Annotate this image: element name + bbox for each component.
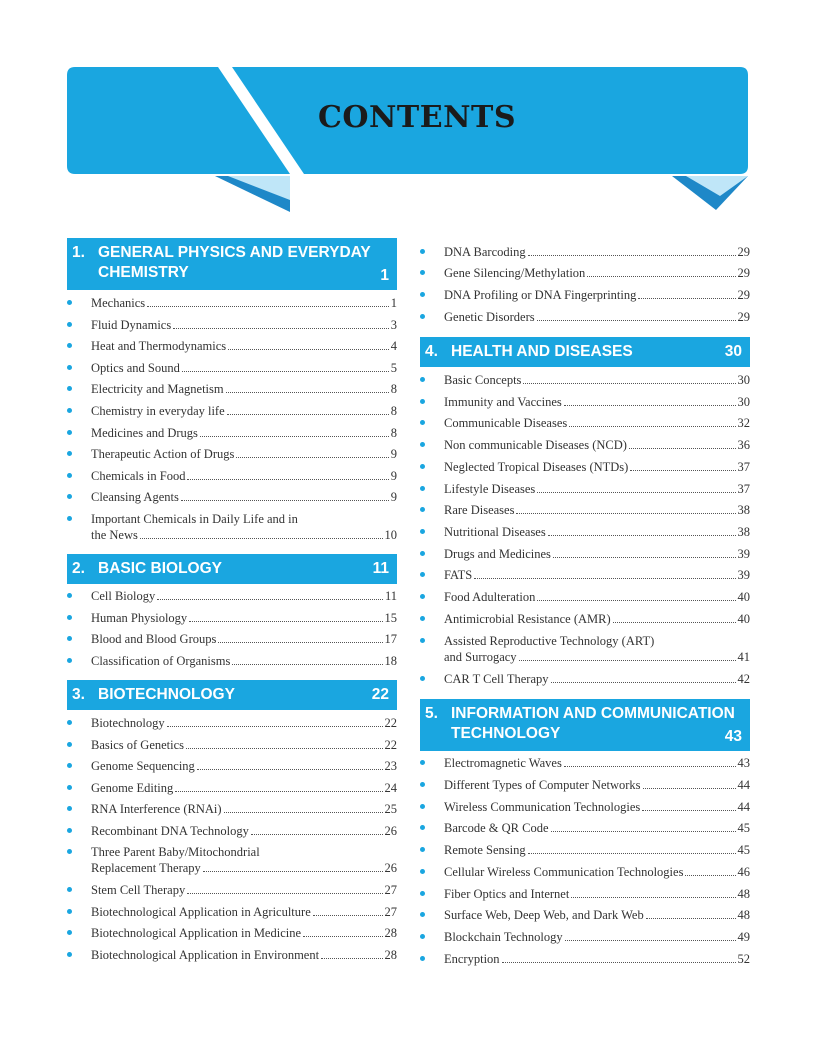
entry-label: Mechanics <box>91 296 146 310</box>
entry-label: Genetic Disorders <box>444 310 535 324</box>
section-header-2[interactable] <box>67 554 397 584</box>
leader-dots <box>643 788 736 789</box>
entry-page: 18 <box>384 654 397 668</box>
entry-page: 11 <box>384 589 397 603</box>
bullet-icon <box>420 507 425 512</box>
toc-entry[interactable] <box>67 947 397 963</box>
toc-entry[interactable] <box>67 317 397 333</box>
entry-label: CAR T Cell Therapy <box>444 672 549 686</box>
toc-entry[interactable] <box>67 780 397 796</box>
bullet-icon <box>67 430 72 435</box>
toc-entry[interactable] <box>67 610 397 626</box>
entry-page: 41 <box>737 650 750 664</box>
entry-label: Chemicals in Food <box>91 469 186 483</box>
section-page: 43 <box>724 728 742 745</box>
entry-page: 39 <box>737 547 750 561</box>
bullet-icon <box>420 847 425 852</box>
toc-entry[interactable] <box>67 823 397 839</box>
entry-page: 15 <box>384 611 397 625</box>
bullet-icon <box>67 451 72 456</box>
entry-page: 9 <box>390 490 397 504</box>
leader-dots <box>203 871 383 872</box>
leader-dots <box>564 405 736 406</box>
entry-page: 4 <box>390 339 397 353</box>
entry-page: 45 <box>737 821 750 835</box>
entry-label: Immunity and Vaccines <box>444 395 562 409</box>
entry-page: 40 <box>737 612 750 626</box>
leader-dots <box>537 492 735 493</box>
entry-label-line1: Important Chemicals in Daily Life and in <box>91 512 298 526</box>
entry-page: 32 <box>737 416 750 430</box>
leader-dots <box>502 962 736 963</box>
toc-entry[interactable] <box>67 653 397 669</box>
entry-label: Non communicable Diseases (NCD) <box>444 438 627 452</box>
entry-label: Optics and Sound <box>91 361 180 375</box>
section-page: 11 <box>372 560 389 577</box>
entry-page: 29 <box>737 266 750 280</box>
entry-page: 44 <box>737 778 750 792</box>
entry-page: 23 <box>384 759 397 773</box>
toc-entry[interactable] <box>420 929 750 945</box>
toc-entry[interactable] <box>420 633 750 665</box>
entry-label: Nutritional Diseases <box>444 525 546 539</box>
bullet-icon <box>420 249 425 254</box>
entry-label: Blockchain Technology <box>444 930 563 944</box>
entry-page: 44 <box>737 800 750 814</box>
bullet-icon <box>67 909 72 914</box>
bullet-icon <box>67 887 72 892</box>
entry-page: 26 <box>384 861 397 875</box>
bullet-icon <box>420 760 425 765</box>
toc-entry[interactable] <box>67 425 397 441</box>
bullet-icon <box>67 849 72 854</box>
bullet-icon <box>67 742 72 747</box>
section-page: 1 <box>380 267 389 284</box>
leader-dots <box>646 918 736 919</box>
leader-dots <box>147 306 389 307</box>
entry-page: 1 <box>390 296 397 310</box>
toc-entry[interactable] <box>67 631 397 647</box>
entry-page: 8 <box>390 426 397 440</box>
section-number: 2. <box>72 560 85 577</box>
bullet-icon <box>420 638 425 643</box>
toc-entry[interactable] <box>420 437 750 453</box>
entry-page: 30 <box>737 373 750 387</box>
leader-dots <box>200 436 389 437</box>
toc-entry[interactable] <box>420 951 750 967</box>
bullet-icon <box>420 420 425 425</box>
entry-page: 10 <box>384 528 397 542</box>
bullet-icon <box>67 785 72 790</box>
leader-dots <box>187 479 388 480</box>
bullet-icon <box>420 912 425 917</box>
entry-label: Different Types of Computer Networks <box>444 778 641 792</box>
leader-dots <box>236 457 388 458</box>
entry-label: Replacement Therapy <box>91 861 201 875</box>
leader-dots <box>587 276 735 277</box>
leader-dots <box>228 349 389 350</box>
bullet-icon <box>67 720 72 725</box>
toc-entry[interactable] <box>420 546 750 562</box>
entry-label-line1: Three Parent Baby/Mitochondrial <box>91 845 260 859</box>
toc-entry[interactable] <box>67 403 397 419</box>
section-page: 22 <box>371 686 389 703</box>
entry-page: 45 <box>737 843 750 857</box>
bullet-icon <box>67 636 72 641</box>
entry-label: Medicines and Drugs <box>91 426 198 440</box>
toc-entry[interactable] <box>67 295 397 311</box>
toc-entry[interactable] <box>420 671 750 687</box>
toc-entry[interactable] <box>67 737 397 753</box>
entry-page: 25 <box>384 802 397 816</box>
entry-label: Drugs and Medicines <box>444 547 551 561</box>
bullet-icon <box>67 593 72 598</box>
entry-page: 39 <box>737 568 750 582</box>
entry-page: 22 <box>384 716 397 730</box>
entry-label: Biotechnological Application in Medicine <box>91 926 302 940</box>
entry-label: Lifestyle Diseases <box>444 482 536 496</box>
leader-dots <box>516 513 735 514</box>
leader-dots <box>321 958 382 959</box>
entry-page: 52 <box>737 952 750 966</box>
entry-label: Electromagnetic Waves <box>444 756 562 770</box>
leader-dots <box>528 853 736 854</box>
bullet-icon <box>67 322 72 327</box>
bullet-icon <box>67 473 72 478</box>
entry-page: 9 <box>390 469 397 483</box>
entry-label: Chemistry in everyday life <box>91 404 225 418</box>
page-title: CONTENTS <box>318 100 517 135</box>
entry-page: 29 <box>737 288 750 302</box>
entry-page: 43 <box>737 756 750 770</box>
entry-label: Fluid Dynamics <box>91 318 172 332</box>
entry-label: Barcode & QR Code <box>444 821 549 835</box>
leader-dots <box>565 940 736 941</box>
entry-label: Rare Diseases <box>444 503 515 517</box>
bullet-icon <box>67 658 72 663</box>
toc-entry[interactable] <box>67 904 397 920</box>
leader-dots <box>140 538 383 539</box>
toc-entry[interactable] <box>67 381 397 397</box>
toc-entry[interactable] <box>420 287 750 303</box>
bullet-icon <box>67 615 72 620</box>
entry-label: Cleansing Agents <box>91 490 179 504</box>
leader-dots <box>528 255 736 256</box>
entry-label: Fiber Optics and Internet <box>444 887 570 901</box>
entry-page: 40 <box>737 590 750 604</box>
leader-dots <box>251 834 383 835</box>
entry-label: DNA Profiling or DNA Fingerprinting <box>444 288 637 302</box>
toc-entry[interactable] <box>67 801 397 817</box>
entry-label: Therapeutic Action of Drugs <box>91 447 235 461</box>
leader-dots <box>564 766 736 767</box>
section-header-1[interactable] <box>67 238 397 290</box>
entry-label: Biotechnological Application in Agriculture <box>91 905 311 919</box>
entry-label: Biotechnology <box>91 716 165 730</box>
entry-page: 8 <box>390 404 397 418</box>
entry-label: Human Physiology <box>91 611 188 625</box>
leader-dots <box>218 642 382 643</box>
section-title: GENERAL PHYSICS AND EVERYDAY CHEMISTRY <box>98 244 371 281</box>
toc-entry[interactable] <box>67 844 397 876</box>
bullet-icon <box>420 825 425 830</box>
bullet-icon <box>420 869 425 874</box>
leader-dots <box>523 383 735 384</box>
entry-label: Biotechnological Application in Environment <box>91 948 320 962</box>
entry-label: Cell Biology <box>91 589 156 603</box>
toc-entry[interactable] <box>420 502 750 518</box>
entry-page: 42 <box>737 672 750 686</box>
leader-dots <box>537 600 735 601</box>
entry-label: Communicable Diseases <box>444 416 568 430</box>
leader-dots <box>642 810 735 811</box>
entry-label: Basics of Genetics <box>91 738 185 752</box>
bullet-icon <box>420 529 425 534</box>
entry-page: 28 <box>384 926 397 940</box>
leader-dots <box>613 622 736 623</box>
leader-dots <box>551 831 736 832</box>
leader-dots <box>313 915 383 916</box>
entry-page: 36 <box>737 438 750 452</box>
entry-label: Recombinant DNA Technology <box>91 824 249 838</box>
entry-label: Genome Sequencing <box>91 759 195 773</box>
bullet-icon <box>420 270 425 275</box>
leader-dots <box>182 371 389 372</box>
bullet-icon <box>420 782 425 787</box>
toc-entry[interactable] <box>420 611 750 627</box>
toc-entry[interactable] <box>67 489 397 505</box>
bullet-icon <box>67 930 72 935</box>
bullet-icon <box>67 763 72 768</box>
entry-page: 48 <box>737 887 750 901</box>
leader-dots <box>227 414 389 415</box>
entry-label: Surface Web, Deep Web, and Dark Web <box>444 908 644 922</box>
entry-label: Genome Editing <box>91 781 174 795</box>
leader-dots <box>551 682 736 683</box>
entry-label: FATS <box>444 568 473 582</box>
toc-entry[interactable] <box>420 907 750 923</box>
entry-label: Electricity and Magnetism <box>91 382 224 396</box>
leader-dots <box>630 470 735 471</box>
entry-label: and Surrogacy <box>444 650 517 664</box>
toc-entry[interactable] <box>420 820 750 836</box>
entry-page: 27 <box>384 883 397 897</box>
bullet-icon <box>67 343 72 348</box>
bullet-icon <box>67 806 72 811</box>
contents-banner <box>0 0 816 220</box>
toc-entry[interactable] <box>67 588 397 604</box>
bullet-icon <box>420 377 425 382</box>
bullet-icon <box>420 292 425 297</box>
toc-entry[interactable] <box>420 244 750 260</box>
bullet-icon <box>67 828 72 833</box>
entry-label: Encryption <box>444 952 500 966</box>
entry-label: Heat and Thermodynamics <box>91 339 227 353</box>
section-header-5[interactable] <box>420 699 750 751</box>
toc-entry[interactable] <box>67 360 397 376</box>
leader-dots <box>175 791 382 792</box>
entry-label: Stem Cell Therapy <box>91 883 186 897</box>
bullet-icon <box>420 551 425 556</box>
bullet-icon <box>420 616 425 621</box>
section-page: 30 <box>724 343 742 360</box>
toc-entry[interactable] <box>420 864 750 880</box>
leader-dots <box>303 936 382 937</box>
toc-entry[interactable] <box>67 925 397 941</box>
bullet-icon <box>67 386 72 391</box>
section-header-3[interactable] <box>67 680 397 710</box>
bullet-icon <box>420 594 425 599</box>
entry-label: Wireless Communication Technologies <box>444 800 641 814</box>
bullet-icon <box>420 464 425 469</box>
bullet-icon <box>420 486 425 491</box>
entry-page: 26 <box>384 824 397 838</box>
entry-label: Cellular Wireless Communication Technologies <box>444 865 684 879</box>
entry-label: Food Adulteration <box>444 590 536 604</box>
bullet-icon <box>67 365 72 370</box>
section-title: INFORMATION AND COMMUNICATION TECHNOLOGY <box>451 705 735 742</box>
entry-page: 30 <box>737 395 750 409</box>
leader-dots <box>186 748 382 749</box>
entry-page: 38 <box>737 503 750 517</box>
entry-label: the News <box>91 528 138 542</box>
toc-entry[interactable] <box>420 309 750 325</box>
entry-page: 9 <box>390 447 397 461</box>
bullet-icon <box>420 399 425 404</box>
bullet-icon <box>420 891 425 896</box>
bullet-icon <box>67 516 72 521</box>
entry-label: Neglected Tropical Diseases (NTDs) <box>444 460 629 474</box>
toc-entry[interactable] <box>420 886 750 902</box>
leader-dots <box>187 893 382 894</box>
entry-page: 8 <box>390 382 397 396</box>
leader-dots <box>167 726 383 727</box>
entry-label: RNA Interference (RNAi) <box>91 802 222 816</box>
leader-dots <box>537 320 736 321</box>
bullet-icon <box>67 494 72 499</box>
leader-dots <box>173 328 389 329</box>
section-number: 4. <box>425 343 438 360</box>
bullet-icon <box>420 804 425 809</box>
toc-entry[interactable] <box>67 511 397 543</box>
leader-dots <box>569 426 735 427</box>
toc-entry[interactable] <box>420 481 750 497</box>
leader-dots <box>197 769 383 770</box>
entry-page: 29 <box>737 310 750 324</box>
leader-dots <box>189 621 382 622</box>
toc-entry[interactable] <box>67 338 397 354</box>
entry-page: 5 <box>390 361 397 375</box>
section-number: 3. <box>72 686 85 703</box>
leader-dots <box>548 535 736 536</box>
toc-entry[interactable] <box>420 567 750 583</box>
toc-entry[interactable] <box>420 265 750 281</box>
leader-dots <box>685 875 735 876</box>
toc-entry[interactable] <box>420 524 750 540</box>
leader-dots <box>629 448 736 449</box>
entry-label: Basic Concepts <box>444 373 522 387</box>
section-number: 1. <box>72 244 85 261</box>
leader-dots <box>157 599 383 600</box>
bullet-icon <box>420 676 425 681</box>
bullet-icon <box>420 956 425 961</box>
toc-entry[interactable] <box>420 415 750 431</box>
bullet-icon <box>67 952 72 957</box>
bullet-icon <box>420 442 425 447</box>
toc-entry[interactable] <box>420 589 750 605</box>
bullet-icon <box>420 572 425 577</box>
bullet-icon <box>67 408 72 413</box>
entry-label-line1: Assisted Reproductive Technology (ART) <box>444 634 655 648</box>
bullet-icon <box>420 314 425 319</box>
toc-entry[interactable] <box>420 459 750 475</box>
section-title: BIOTECHNOLOGY <box>98 686 235 703</box>
section-title: BASIC BIOLOGY <box>98 560 223 577</box>
entry-page: 29 <box>737 245 750 259</box>
entry-page: 22 <box>384 738 397 752</box>
entry-page: 3 <box>390 318 397 332</box>
leader-dots <box>181 500 389 501</box>
section-header-4[interactable] <box>420 337 750 367</box>
toc-entry[interactable] <box>420 777 750 793</box>
entry-page: 37 <box>737 460 750 474</box>
leader-dots <box>474 578 735 579</box>
leader-dots <box>571 897 735 898</box>
toc-entry[interactable] <box>420 755 750 771</box>
toc-entry[interactable] <box>67 446 397 462</box>
toc-entry[interactable] <box>420 799 750 815</box>
bullet-icon <box>67 300 72 305</box>
entry-label: Classification of Organisms <box>91 654 231 668</box>
leader-dots <box>224 812 383 813</box>
entry-page: 46 <box>737 865 750 879</box>
section-number: 5. <box>425 705 438 722</box>
entry-page: 17 <box>384 632 397 646</box>
entry-page: 37 <box>737 482 750 496</box>
toc-entry[interactable] <box>67 715 397 731</box>
toc-entry[interactable] <box>67 758 397 774</box>
toc-entry[interactable] <box>420 842 750 858</box>
entry-page: 24 <box>384 781 397 795</box>
entry-label: Gene Silencing/Methylation <box>444 266 586 280</box>
bullet-icon <box>420 934 425 939</box>
toc-entry[interactable] <box>67 882 397 898</box>
toc-entry[interactable] <box>420 394 750 410</box>
entry-label: Blood and Blood Groups <box>91 632 217 646</box>
leader-dots <box>226 392 389 393</box>
toc-entry[interactable] <box>420 372 750 388</box>
section-title: HEALTH AND DISEASES <box>451 343 633 360</box>
leader-dots <box>553 557 736 558</box>
entry-page: 38 <box>737 525 750 539</box>
leader-dots <box>519 660 736 661</box>
leader-dots <box>638 298 735 299</box>
leader-dots <box>232 664 382 665</box>
entry-label: Remote Sensing <box>444 843 526 857</box>
entry-label: DNA Barcoding <box>444 245 526 259</box>
entry-label: Antimicrobial Resistance (AMR) <box>444 612 611 626</box>
entry-page: 48 <box>737 908 750 922</box>
entry-page: 49 <box>737 930 750 944</box>
toc-entry[interactable] <box>67 468 397 484</box>
entry-page: 27 <box>384 905 397 919</box>
entry-page: 28 <box>384 948 397 962</box>
